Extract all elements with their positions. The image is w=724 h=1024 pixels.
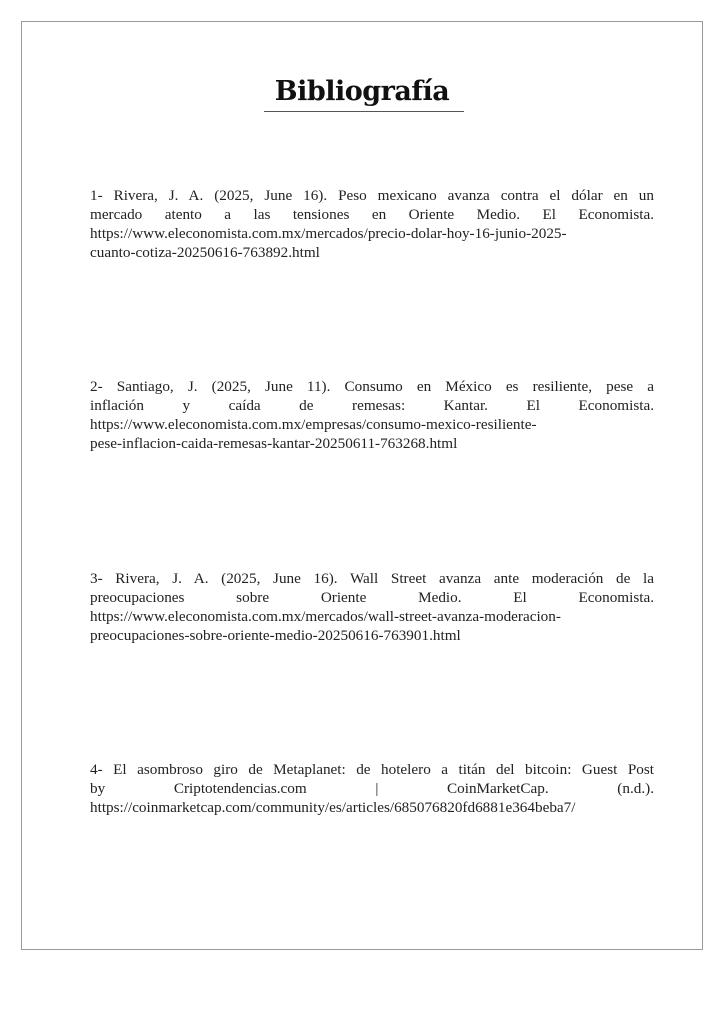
bibliography-entry <box>90 377 654 453</box>
entry-url-line: https://www.eleconomista.com.mx/mercados/precio-dolar-hoy-16-junio-2025- <box>90 225 567 242</box>
page-title: Bibliografía <box>274 76 450 107</box>
entry-url-line: https://coinmarketcap.com/community/es/articles/685076820fd6881e364beba7/ <box>90 799 576 816</box>
entry-line: by Criptotendencias.com | CoinMarketCap. (n.d.). <box>90 780 654 797</box>
bibliography-entry <box>90 569 654 645</box>
title-divider <box>264 111 464 112</box>
entry-url-line: cuanto-cotiza-20250616-763892.html <box>90 244 320 261</box>
entry-line: 4- El asombroso giro de Metaplanet: de hotelero a titán del bitcoin: Guest Post <box>90 761 654 778</box>
bibliography-entry <box>90 186 654 262</box>
entry-url-line: preocupaciones-sobre-oriente-medio-20250616-763901.html <box>90 627 461 644</box>
entry-url-line: pese-inflacion-caida-remesas-kantar-20250611-763268.html <box>90 435 458 452</box>
entry-line: 3- Rivera, J. A. (2025, June 16). Wall Street avanza ante moderación de la <box>90 570 654 587</box>
entry-line: 1- Rivera, J. A. (2025, June 16). Peso mexicano avanza contra el dólar en un <box>90 187 654 204</box>
entry-line: 2- Santiago, J. (2025, June 11). Consumo en México es resiliente, pese a <box>90 378 654 395</box>
bibliography-entry <box>90 760 654 817</box>
entry-url-line: https://www.eleconomista.com.mx/empresas/consumo-mexico-resiliente- <box>90 416 537 433</box>
document-page <box>21 21 703 950</box>
entry-line: mercado atento a las tensiones en Oriente Medio. El Economista. <box>90 206 654 223</box>
entry-line: inflación y caída de remesas: Kantar. El Economista. <box>90 397 654 414</box>
entry-line: preocupaciones sobre Oriente Medio. El Economista. <box>90 589 654 606</box>
entry-url-line: https://www.eleconomista.com.mx/mercados/wall-street-avanza-moderacion- <box>90 608 561 625</box>
